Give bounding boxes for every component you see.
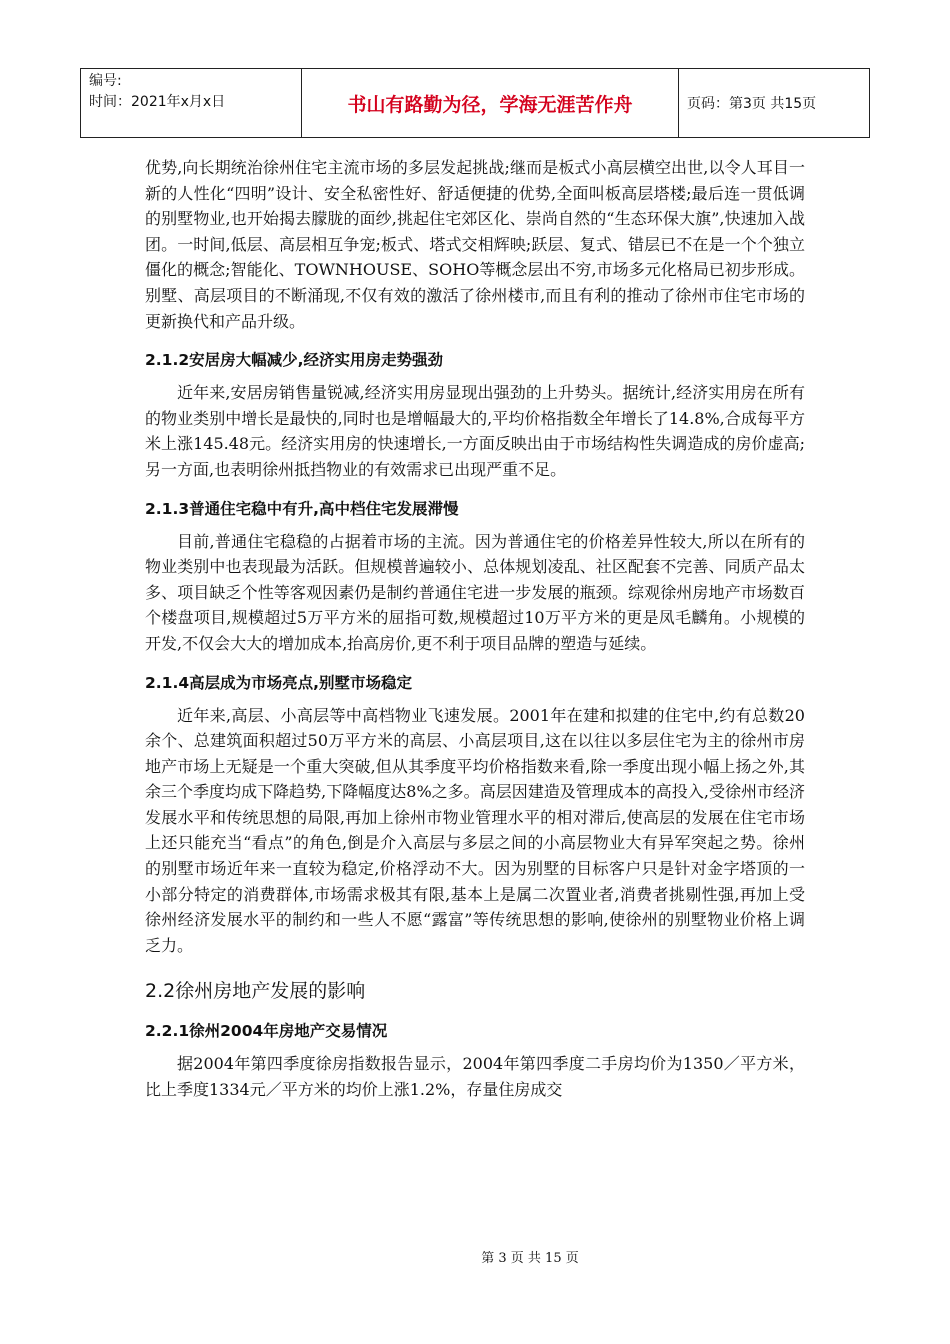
paragraph: 近年来,高层、小高层等中高档物业飞速发展。2001年在建和拟建的住宅中,约有总数20余个、总建筑面积超过50万平方米的高层、小高层项目,这在以往以多层住宅为主的徐州市房地产市场上无疑是一个重大突破,但从其季度平均价格指数来看,除一季度出现小幅上扬之外,其余三个季度均成下降趋势,下降幅度达8%之多。高层因建造及管理成本的高投入,受徐州市经济发展水平和传统思想的局限,再加上徐州市物业管理水平的相对滞后,使高层的发展在住宅市场上还只能充当“看点”的角色,倒是介入高层与多层之间的小高层物业大有异军突起之势。徐州的别墅市场近年来一直较为稳定,价格浮动不大。因为别墅的目标客户只是针对金字塔顶的一小部分特定的消费群体,市场需求极其有限,基本上是属二次置业者,消费者挑剔性强,再加上受徐州经济发展水平的制约和一些人不愿“露富”等传统思想的影响,使徐州的别墅物业价格上调乏力。 — [145, 705, 805, 955]
section-heading-2-2: 2.2徐州房地产发展的影响 — [145, 980, 366, 1003]
document-number-label: 编号: — [89, 73, 122, 89]
section-heading-2-1-3: 2.1.3普通住宅稳中有升,高中档住宅发展滞慢 — [145, 499, 459, 518]
header-left-cell — [81, 69, 302, 137]
section-heading-2-1-4: 2.1.4高层成为市场亮点,别墅市场稳定 — [145, 673, 413, 692]
section-heading-2-1-2: 2.1.2安居房大幅减少,经济实用房走势强劲 — [145, 351, 444, 370]
paragraph: 优势,向长期统治徐州住宅主流市场的多层发起挑战;继而是板式小高层横空出世,以令人耳目一新的人性化“四明”设计、安全私密性好、舒适便捷的优势,全面叫板高层塔楼;最后连一贯低调的别墅物业,也开始揭去朦胧的面纱,挑起住宅郊区化、崇尚自然的“生态环保大旗”,快速加入战团。一时间,低层、高层相互争宠;板式、塔式交相辉映;跃层、复式、错层已不在是一个个独立僵化的概念;智能化、TOWNHOUSE、SOHO等概念层出不穷,市场多元化格局已初步形成。别墅、高层项目的不断涌现,不仅有效的激活了徐州楼市,而且有利的推动了徐州市住宅市场的更新换代和产品升级。 — [145, 158, 805, 331]
document-date-label: 时间：2021年x月x日 — [89, 94, 226, 110]
footer-page-number: 第 3 页 共 15 页 — [481, 1251, 579, 1266]
header-motto: 书山有路勤为径，学海无涯苦作舟 — [302, 69, 679, 137]
section-heading-2-2-1: 2.2.1徐州2004年房地产交易情况 — [145, 1022, 388, 1041]
document-body — [145, 155, 805, 1103]
paragraph: 据2004年第四季度徐房指数报告显示，2004年第四季度二手房均价为1350／平方米，比上季度1334元／平方米的均价上涨1.2%，存量住房成交 — [145, 1054, 805, 1100]
paragraph: 近年来,安居房销售量锐减,经济实用房显现出强劲的上升势头。据统计,经济实用房在所有的物业类别中增长是最快的,同时也是增幅最大的,平均价格指数全年增长了14.8%,合成每平方米上涨145.48元。经济实用房的快速增长,一方面反映出由于市场结构性失调造成的房价虚高;另一方面,也表明徐州抵挡物业的有效需求已出现严重不足。 — [145, 383, 805, 479]
header-page-info: 页码：第3页 共15页 — [687, 96, 817, 112]
page-header — [80, 68, 870, 138]
paragraph: 目前,普通住宅稳稳的占据着市场的主流。因为普通住宅的价格差异性较大,所以在所有的物业类别中也表现最为活跃。但规模普遍较小、总体规划凌乱、社区配套不完善、同质产品太多、项目缺乏个性等客观因素仍是制约普通住宅进一步发展的瓶颈。综观徐州房地产市场数百个楼盘项目,规模超过5万平方米的屈指可数,规模超过10万平方米的更是凤毛麟角。小规模的开发,不仅会大大的增加成本,抬高房价,更不利于项目品牌的塑造与延续。 — [145, 531, 805, 653]
page-footer — [0, 1247, 950, 1266]
